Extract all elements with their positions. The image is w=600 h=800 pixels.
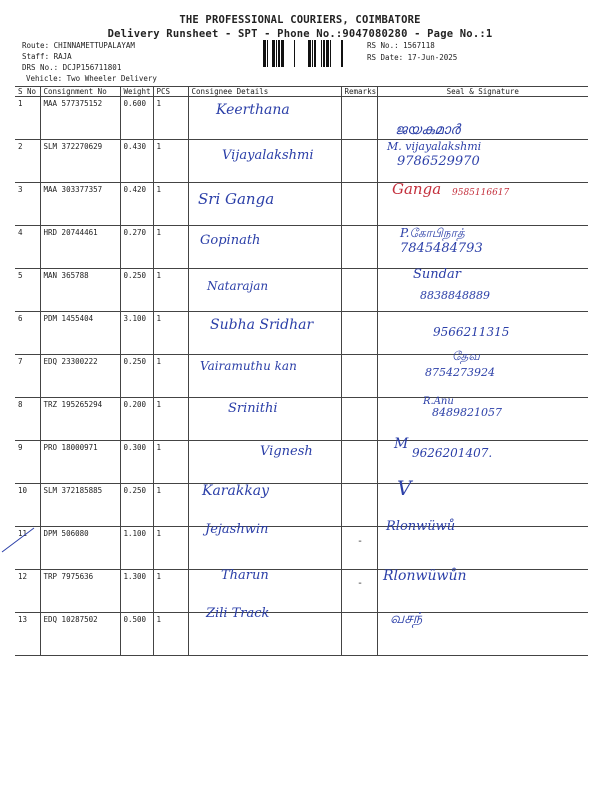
signature-handwriting: தேவ xyxy=(452,349,480,364)
consignment-number-cell: EDQ 23300222 xyxy=(40,355,120,398)
serial-number-cell: 1 xyxy=(15,97,40,140)
company-title: THE PROFESSIONAL COURIERS, COIMBATORE xyxy=(179,14,421,26)
consignee-handwriting: Srinithi xyxy=(228,401,278,417)
table-row xyxy=(15,226,588,269)
consignee-handwriting: Vairamuthu kan xyxy=(200,359,297,374)
col-signature-header: Seal & Signature xyxy=(377,87,588,97)
consignee-handwriting: Keerthana xyxy=(216,102,290,118)
signature-phone-handwriting: 9566211315 xyxy=(433,325,510,339)
signature-phone-handwriting: 9786529970 xyxy=(397,154,480,170)
remarks-cell xyxy=(341,441,377,484)
consignment-number-cell: PRO 18000971 xyxy=(40,441,120,484)
consignee-handwriting: Sri Ganga xyxy=(198,190,275,209)
consignee-handwriting: Vignesh xyxy=(260,443,313,459)
serial-number-cell: 6 xyxy=(15,312,40,355)
pcs-cell: 1 xyxy=(153,613,188,656)
signature-phone-handwriting: 8754273924 xyxy=(425,366,495,380)
weight-cell: 0.600 xyxy=(120,97,153,140)
serial-number-cell: 12 xyxy=(15,570,40,613)
weight-cell: 0.500 xyxy=(120,613,153,656)
staff-label: Staff: RAJA xyxy=(22,52,72,61)
consignment-number-cell: MAN 365788 xyxy=(40,269,120,312)
signature-handwriting: Sundar xyxy=(413,266,461,282)
consignee-handwriting: Zili Track xyxy=(206,606,270,622)
weight-cell: 0.250 xyxy=(120,484,153,527)
col-pcs-header: PCS xyxy=(153,87,188,97)
signature-handwriting: Ganga xyxy=(392,180,442,199)
serial-number-cell: 7 xyxy=(15,355,40,398)
table-header-row xyxy=(15,87,588,97)
signature-phone-handwriting: 8838848889 xyxy=(420,288,490,302)
remarks-cell xyxy=(341,570,377,613)
table-row xyxy=(15,355,588,398)
col-weight-header: Weight xyxy=(120,87,153,97)
consignment-number-cell: HRD 20744461 xyxy=(40,226,120,269)
weight-cell: 0.250 xyxy=(120,269,153,312)
remarks-cell xyxy=(341,97,377,140)
pcs-cell: 1 xyxy=(153,398,188,441)
remarks-cell xyxy=(341,269,377,312)
remarks-dash: - xyxy=(357,578,364,590)
serial-number-cell: 2 xyxy=(15,140,40,183)
weight-cell: 0.250 xyxy=(120,355,153,398)
pcs-cell: 1 xyxy=(153,570,188,613)
weight-cell: 3.100 xyxy=(120,312,153,355)
weight-cell: 1.300 xyxy=(120,570,153,613)
pcs-cell: 1 xyxy=(153,355,188,398)
serial-number-cell: 5 xyxy=(15,269,40,312)
remarks-cell xyxy=(341,226,377,269)
signature-handwriting: P.கோபிநாத் xyxy=(400,225,465,240)
consignee-handwriting: Tharun xyxy=(221,568,269,584)
signature-handwriting: V xyxy=(397,475,412,500)
remarks-cell xyxy=(341,183,377,226)
remarks-cell xyxy=(341,312,377,355)
col-sno-header: S No xyxy=(15,87,40,97)
serial-number-cell: 3 xyxy=(15,183,40,226)
vehicle-label: Vehicle: Two Wheeler Delivery xyxy=(26,74,157,83)
remarks-dash: - xyxy=(357,536,364,547)
signature-handwriting: ജയകുമാർ xyxy=(395,122,460,138)
table-row xyxy=(15,398,588,441)
remarks-cell xyxy=(341,140,377,183)
signature-handwriting: R.Anu xyxy=(423,396,454,408)
weight-cell: 0.300 xyxy=(120,441,153,484)
remarks-cell xyxy=(341,355,377,398)
remarks-cell xyxy=(341,398,377,441)
remarks-cell xyxy=(341,484,377,527)
signature-handwriting: வசந் xyxy=(390,609,423,628)
consignment-number-cell: MAA 577375152 xyxy=(40,97,120,140)
rs-date: RS Date: 17-Jun-2025 xyxy=(367,53,458,62)
table-row xyxy=(15,484,588,527)
weight-cell: 0.430 xyxy=(120,140,153,183)
consignee-handwriting: Gopinath xyxy=(200,232,261,248)
col-consignment-header: Consignment No xyxy=(40,87,120,97)
consignee-handwriting: Jejashwin xyxy=(205,522,269,537)
consignee-handwriting: Vijayalakshmi xyxy=(222,148,314,164)
serial-number-cell: 9 xyxy=(15,441,40,484)
serial-number-cell: 8 xyxy=(15,398,40,441)
table-row xyxy=(15,97,588,140)
consignment-number-cell: SLM 372270629 xyxy=(40,140,120,183)
col-consignee-header: Consignee Details xyxy=(188,87,341,97)
table-row xyxy=(15,613,588,656)
table-row xyxy=(15,269,588,312)
weight-cell: 1.100 xyxy=(120,527,153,570)
consignment-number-cell: DPM 506080 xyxy=(40,527,120,570)
pcs-cell: 1 xyxy=(153,226,188,269)
consignee-handwriting: Subha Sridhar xyxy=(210,317,314,333)
pcs-cell: 1 xyxy=(153,312,188,355)
consignee-handwriting: Natarajan xyxy=(207,278,269,293)
signature-handwriting: Rlonwüwůn xyxy=(383,568,467,585)
serial-number-cell: 10 xyxy=(15,484,40,527)
consignment-number-cell: EDQ 10287502 xyxy=(40,613,120,656)
weight-cell: 0.200 xyxy=(120,398,153,441)
signature-phone-handwriting: 8489821057 xyxy=(432,406,502,420)
remarks-cell xyxy=(341,613,377,656)
signature-phone-handwriting: 7845484793 xyxy=(400,240,483,256)
drs-number: DRS No.: DCJP156711801 xyxy=(22,63,122,72)
pcs-cell: 1 xyxy=(153,484,188,527)
remarks-cell xyxy=(341,527,377,570)
signature-phone-handwriting: 9626201407. xyxy=(412,445,493,460)
pcs-cell: 1 xyxy=(153,140,188,183)
serial-number-cell: 4 xyxy=(15,226,40,269)
pcs-cell: 1 xyxy=(153,183,188,226)
rs-number: RS No.: 1567118 xyxy=(367,41,435,50)
pcs-cell: 1 xyxy=(153,441,188,484)
pcs-cell: 1 xyxy=(153,527,188,570)
signature-handwriting: Rlonwüwů xyxy=(386,519,456,534)
consignee-handwriting: Karakkay xyxy=(202,482,270,499)
runsheet-table xyxy=(15,86,588,656)
pcs-cell: 1 xyxy=(153,269,188,312)
table-row xyxy=(15,570,588,613)
weight-cell: 0.270 xyxy=(120,226,153,269)
barcode xyxy=(263,40,352,67)
consignment-number-cell: TRP 7975636 xyxy=(40,570,120,613)
consignment-number-cell: MAA 303377357 xyxy=(40,183,120,226)
weight-cell: 0.420 xyxy=(120,183,153,226)
consignment-number-cell: TRZ 195265294 xyxy=(40,398,120,441)
signature-phone-handwriting: 9585116617 xyxy=(452,188,510,199)
route-label: Route: CHINNAMETTUPALAYAM xyxy=(22,41,135,50)
col-remarks-header: Remarks xyxy=(341,87,377,97)
serial-number-cell: 11 xyxy=(15,527,40,570)
table-row xyxy=(15,527,588,570)
signature-handwriting: M xyxy=(394,435,409,452)
consignment-number-cell: PDM 1455404 xyxy=(40,312,120,355)
pcs-cell: 1 xyxy=(153,97,188,140)
serial-number-cell: 13 xyxy=(15,613,40,656)
consignment-number-cell: SLM 372185885 xyxy=(40,484,120,527)
runsheet-title: Delivery Runsheet - SPT - Phone No.:9047080280 - Page No.:1 xyxy=(107,28,493,40)
pen-stroke xyxy=(0,520,40,560)
signature-handwriting: M. vijayalakshmi xyxy=(387,140,482,154)
